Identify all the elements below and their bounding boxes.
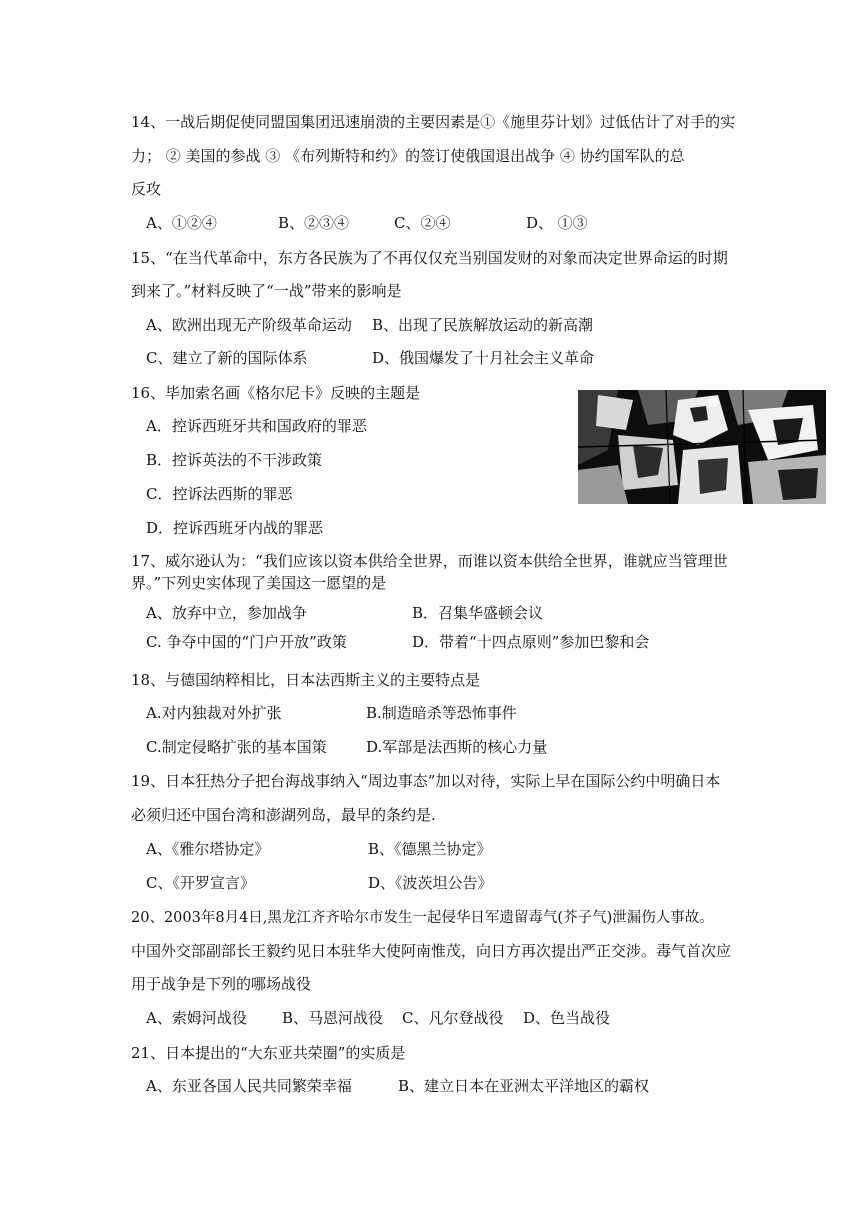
option-c: C、建立了新的国际体系 xyxy=(146,349,308,367)
question-stem-line: 用于战争是下列的哪场战役 xyxy=(131,975,312,993)
question-stem-line: 16、毕加索名画《格尔尼卡》反映的主题是 xyxy=(131,384,421,402)
option-b: B．控诉英法的不干涉政策 xyxy=(146,451,323,469)
question-stem-line: 中国外交部副部长王毅约见日本驻华大使阿南惟茂，向日方再次提出严正交涉。毒气首次应 xyxy=(131,942,732,960)
option-a: A、《雅尔塔协定》 xyxy=(146,840,270,858)
option-b: B．召集华盛顿会议 xyxy=(412,604,544,622)
option-d: D．带着“十四点原则”参加巴黎和会 xyxy=(412,633,650,651)
option-d: D、 ①③ xyxy=(526,214,588,232)
question-stem-line: 反攻 xyxy=(131,180,162,198)
question-stem-line: 力； ② 美国的参战 ③ 《布列斯特和约》的签订使俄国退出战争 ④ 协约国军队的总 xyxy=(131,147,685,165)
option-c: C、②④ xyxy=(394,214,451,232)
option-a: A、索姆河战役 xyxy=(146,1009,247,1027)
guernica-painting-image xyxy=(578,390,826,504)
question-stem-line: 界。”下列史实体现了美国这一愿望的是 xyxy=(131,574,387,592)
option-d: D．控诉西班牙内战的罪恶 xyxy=(146,519,324,537)
question-stem-line: 21、日本提出的“大东亚共荣圈”的实质是 xyxy=(131,1044,406,1062)
option-d: D、色当战役 xyxy=(523,1009,611,1027)
option-c: C.制定侵略扩张的基本国策 xyxy=(146,738,327,756)
option-d: D、俄国爆发了十月社会主义革命 xyxy=(372,349,595,367)
option-a: A.对内独裁对外扩张 xyxy=(146,704,282,722)
question-stem-line: 14、一战后期促使同盟国集团迅速崩溃的主要因素是①《施里芬计划》过低估计了对手的实 xyxy=(131,113,736,131)
option-b: B.制造暗杀等恐怖事件 xyxy=(366,704,517,722)
option-c: C、《开罗宣言》 xyxy=(146,874,255,892)
option-d: D.军部是法西斯的核心力量 xyxy=(366,738,548,756)
option-b: B、建立日本在亚洲太平洋地区的霸权 xyxy=(398,1077,650,1095)
option-b: B、《德黑兰协定》 xyxy=(368,840,492,858)
option-a: A、东亚各国人民共同繁荣幸福 xyxy=(146,1077,352,1095)
question-stem-line: 到来了。”材料反映了“一战”带来的影响是 xyxy=(131,282,402,300)
option-b: B、出现了民族解放运动的新高潮 xyxy=(372,316,594,334)
option-a: A、①②④ xyxy=(146,214,217,232)
question-stem-line: 19、日本狂热分子把台海战事纳入“周边事态”加以对待，实际上早在国际公约中明确日本 xyxy=(131,772,721,790)
question-stem-line: 必须归还中国台湾和澎湖列岛，最早的条约是. xyxy=(131,806,436,824)
option-a: A、欧洲出现无产阶级革命运动 xyxy=(146,316,352,334)
option-b: B、②③④ xyxy=(278,214,350,232)
option-d: D、《波茨坦公告》 xyxy=(368,874,493,892)
question-stem-line: 15、“在当代革命中，东方各民族为了不再仅仅充当别国发财的对象而决定世界命运的时期 xyxy=(131,249,728,267)
question-stem-line: 18、与德国纳粹相比，日本法西斯主义的主要特点是 xyxy=(131,671,481,689)
option-c: C、凡尔登战役 xyxy=(402,1009,504,1027)
option-a: A．控诉西班牙共和国政府的罪恶 xyxy=(146,417,367,435)
option-c: C．控诉法西斯的罪恶 xyxy=(146,485,293,503)
question-stem-line: 20、2003年8月4日,黑龙江齐齐哈尔市发生一起侵华日军遗留毒气(芥子气)泄漏伤人事故。 xyxy=(131,910,714,926)
option-a: A、放弃中立，参加战争 xyxy=(146,604,307,622)
question-stem-line: 17、威尔逊认为：“我们应该以资本供给全世界，而谁以资本供给全世界，谁就应当管理世 xyxy=(131,552,728,570)
option-b: B、马恩河战役 xyxy=(282,1009,384,1027)
option-c: C. 争夺中国的“门户开放”政策 xyxy=(146,633,347,651)
